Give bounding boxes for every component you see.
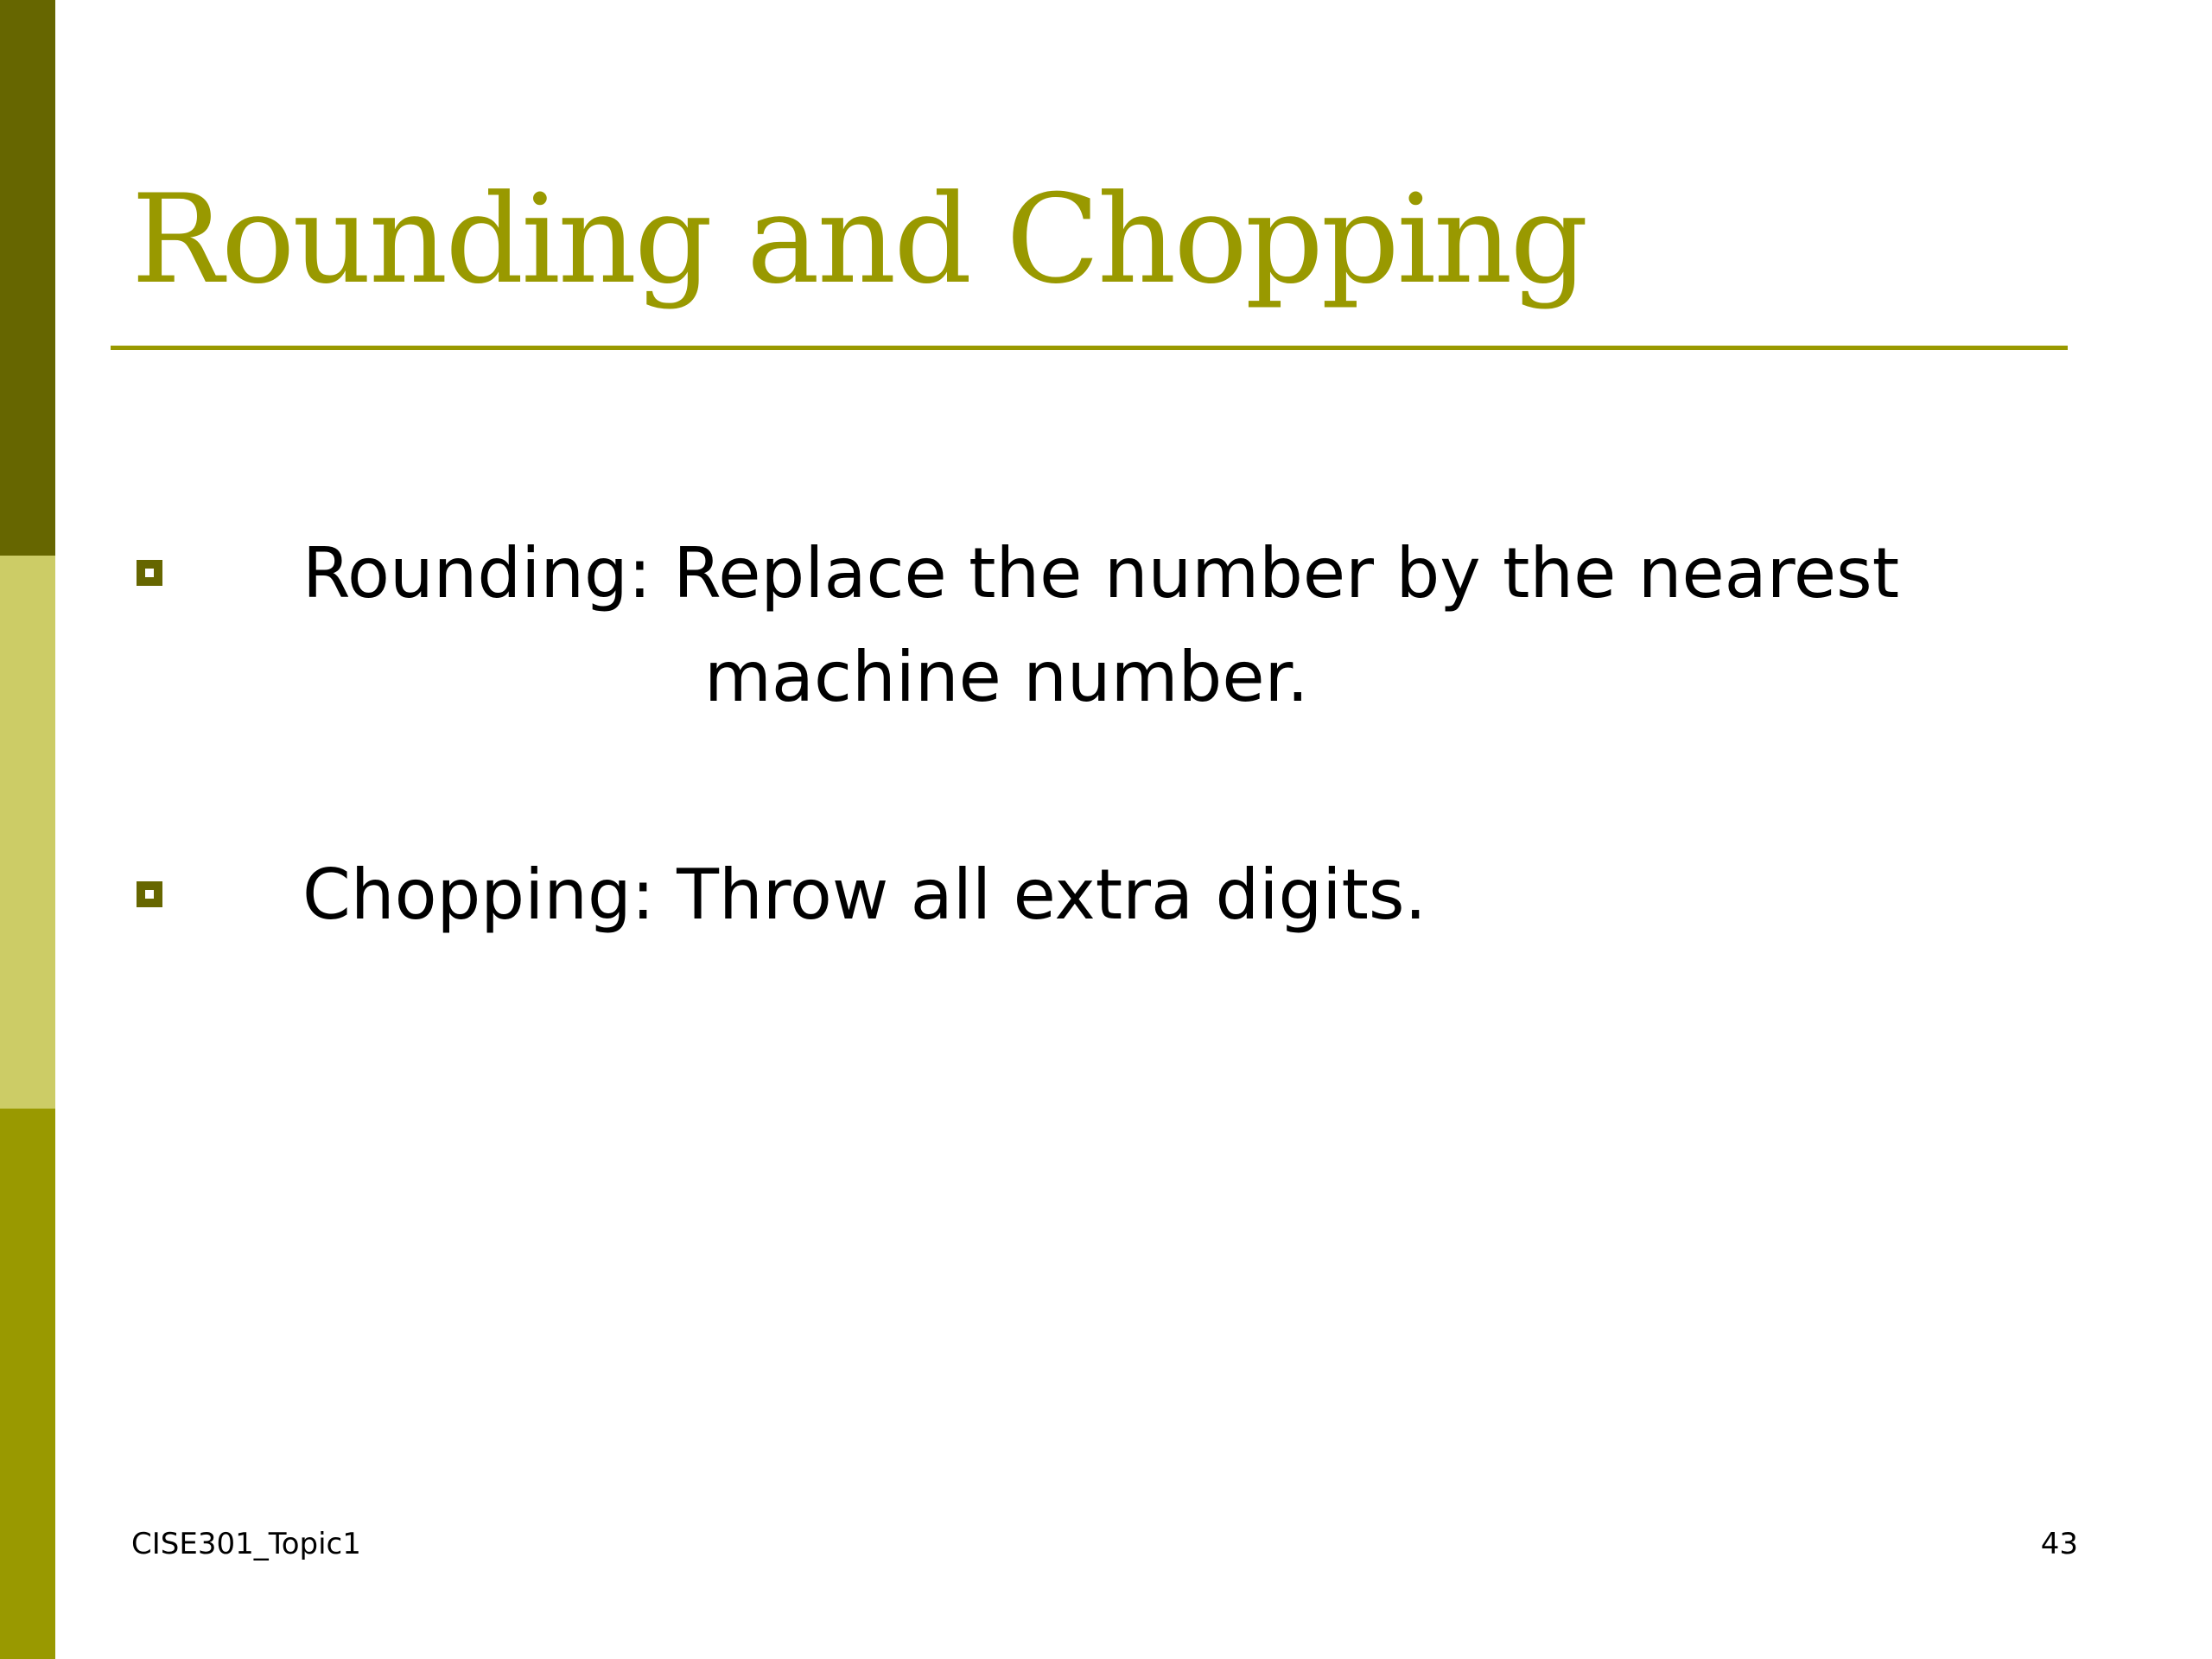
footer-course-label: CISE301_Topic1: [131, 1527, 361, 1561]
bullet-item-chopping: [137, 843, 1427, 947]
side-bar-bottom: [0, 1109, 55, 1659]
bullet-text-rounding: [302, 522, 1899, 729]
title-underline: [111, 346, 2068, 350]
hollow-square-bullet-icon: [137, 560, 162, 586]
hollow-square-bullet-icon: [137, 881, 162, 907]
bullet-item-rounding: [137, 522, 1899, 729]
footer-page-number: 43: [2040, 1527, 2078, 1561]
side-bar-middle: [0, 556, 55, 1109]
bullet-text-chopping: [302, 843, 1427, 947]
bullet-text-line: Rounding: Replace the number by the nearest: [302, 533, 1900, 613]
bullet-text-line: Chopping: Throw all extra digits.: [302, 855, 1427, 935]
slide-title: Rounding and Chopping: [131, 168, 1586, 311]
bullet-text-continuation: machine number.: [704, 637, 1309, 717]
side-bar-top: [0, 0, 55, 556]
